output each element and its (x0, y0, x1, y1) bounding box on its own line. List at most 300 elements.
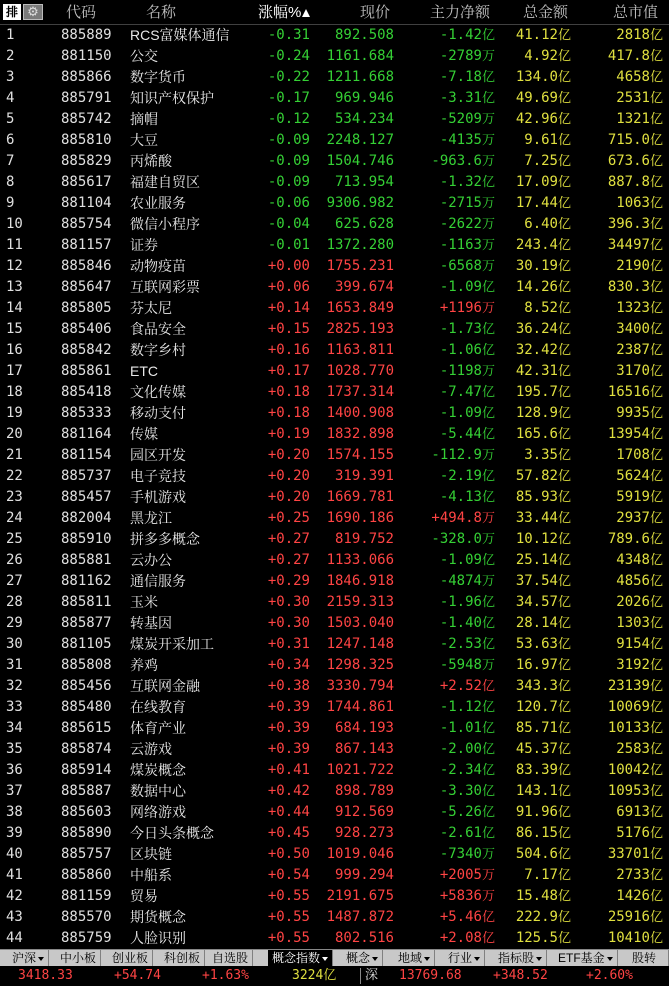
row-amount-unit: 亿 (557, 343, 571, 358)
row-cap-unit: 亿 (649, 91, 663, 106)
tab-5[interactable] (268, 950, 333, 966)
table-row[interactable] (0, 340, 669, 361)
row-flow (440, 844, 495, 865)
row-pct: +0.34 (267, 657, 310, 673)
row-cap-unit: 亿 (649, 511, 663, 526)
table-row[interactable] (0, 529, 669, 550)
row-flow-unit: 亿 (481, 637, 495, 652)
table-row[interactable] (0, 592, 669, 613)
row-flow-value: -1.09 (439, 552, 482, 568)
table-row[interactable] (0, 928, 669, 949)
row-cap (616, 67, 663, 88)
row-name: 数字货币 (130, 69, 186, 85)
row-price: 2825.193 (326, 321, 394, 337)
row-flow (440, 739, 495, 760)
row-price: 1690.186 (326, 510, 394, 526)
row-index: 31 (6, 657, 23, 673)
row-amount-unit: 亿 (557, 112, 571, 127)
row-amount (516, 361, 571, 382)
row-cap-unit: 亿 (649, 406, 663, 421)
row-flow-unit: 亿 (481, 322, 495, 337)
row-cap-value: 2937 (616, 510, 650, 526)
table-row[interactable] (0, 382, 669, 403)
row-pct: +0.39 (267, 699, 310, 715)
row-amount (524, 46, 571, 67)
row-flow-unit: 万 (481, 301, 495, 316)
row-price: 1653.849 (326, 300, 394, 316)
table-row[interactable] (0, 718, 669, 739)
row-amount (516, 550, 571, 571)
table-row[interactable] (0, 445, 669, 466)
row-name: 体育产业 (130, 720, 186, 736)
row-name: 摘帽 (130, 111, 158, 127)
row-flow-unit: 万 (481, 868, 495, 883)
row-pct: -0.17 (267, 90, 310, 106)
row-name: 公交 (130, 48, 158, 64)
row-price: 534.234 (334, 111, 394, 127)
row-flow-value: -1.09 (439, 405, 482, 421)
sort-button[interactable]: 排 (3, 4, 21, 20)
row-cap (616, 403, 663, 424)
row-pct: +0.20 (267, 489, 310, 505)
table-row[interactable] (0, 760, 669, 781)
row-name: 云游戏 (130, 741, 172, 757)
row-amount-unit: 亿 (557, 49, 571, 64)
table-row[interactable] (0, 739, 669, 760)
row-cap-value: 34497 (607, 237, 650, 253)
row-index: 5 (6, 111, 15, 127)
row-pct: -0.22 (267, 69, 310, 85)
tab-label: 地域 (398, 951, 423, 965)
row-amount (516, 466, 571, 487)
sh-index-value: 3418.33 (18, 968, 73, 983)
row-flow-unit: 亿 (481, 406, 495, 421)
row-amount-unit: 亿 (557, 847, 571, 862)
tab-label: ETF基金 (558, 951, 605, 965)
row-amount-unit: 亿 (557, 259, 571, 274)
row-cap-value: 1321 (616, 111, 650, 127)
row-amount-unit: 亿 (557, 322, 571, 337)
row-cap-value: 396.3 (607, 216, 650, 232)
tab-1[interactable] (56, 950, 101, 966)
row-cap (616, 298, 663, 319)
row-cap-unit: 亿 (649, 112, 663, 127)
row-code: 885456 (61, 678, 112, 694)
row-flow (440, 718, 495, 739)
row-cap-unit: 亿 (649, 784, 663, 799)
gear-icon: ⚙ (27, 4, 39, 19)
row-cap-unit: 亿 (649, 679, 663, 694)
row-flow (440, 340, 495, 361)
row-cap-unit: 亿 (649, 889, 663, 904)
row-name: 互联网金融 (130, 678, 200, 694)
header-pct[interactable] (258, 0, 310, 25)
row-cap-value: 789.6 (607, 531, 650, 547)
row-flow-unit: 万 (481, 259, 495, 274)
row-cap (608, 760, 663, 781)
row-amount-unit: 亿 (557, 385, 571, 400)
row-amount-value: 86.15 (515, 825, 558, 841)
row-name: 通信服务 (130, 573, 186, 589)
row-amount-value: 504.6 (515, 846, 558, 862)
table-row[interactable] (0, 277, 669, 298)
row-code: 885615 (61, 720, 112, 736)
table-row[interactable] (0, 886, 669, 907)
table-row[interactable] (0, 361, 669, 382)
row-cap (608, 277, 663, 298)
table-row[interactable] (0, 130, 669, 151)
row-amount-unit: 亿 (557, 658, 571, 673)
dropdown-arrow-icon (424, 957, 430, 961)
tab-label: 指标股 (498, 951, 535, 965)
row-flow-unit: 万 (481, 154, 495, 169)
row-cap-value: 2733 (616, 867, 650, 883)
row-amount-value: 42.96 (515, 111, 558, 127)
table-row[interactable] (0, 172, 669, 193)
row-name: 芬太尼 (130, 300, 172, 316)
row-cap-value: 9154 (616, 636, 650, 652)
row-price: 999.294 (334, 867, 394, 883)
tab-3[interactable] (160, 950, 205, 966)
row-amount-unit: 亿 (557, 217, 571, 232)
row-flow-unit: 亿 (481, 742, 495, 757)
table-row[interactable] (0, 550, 669, 571)
row-cap (616, 445, 663, 466)
row-flow (440, 676, 495, 697)
row-pct: +0.20 (267, 447, 310, 463)
row-amount-unit: 亿 (557, 574, 571, 589)
table-row[interactable] (0, 298, 669, 319)
row-flow-value: +2.08 (439, 930, 482, 946)
table-row[interactable] (0, 256, 669, 277)
table-row[interactable] (0, 88, 669, 109)
row-flow-value: -2.00 (439, 741, 482, 757)
table-row[interactable] (0, 151, 669, 172)
row-name: 数据中心 (130, 783, 186, 799)
row-cap (616, 655, 663, 676)
row-amount (516, 277, 571, 298)
row-cap-unit: 亿 (649, 490, 663, 505)
table-row[interactable] (0, 487, 669, 508)
row-flow-value: -7340 (439, 846, 482, 862)
row-cap-unit: 亿 (649, 595, 663, 610)
table-row[interactable] (0, 697, 669, 718)
row-name: 手机游戏 (130, 489, 186, 505)
tab-label: 创业板 (112, 951, 149, 965)
row-cap-value: 3192 (616, 657, 650, 673)
sh-index-change: +54.74 (114, 968, 161, 983)
row-amount-unit: 亿 (557, 763, 571, 778)
row-amount (516, 844, 571, 865)
row-flow-unit: 万 (481, 364, 495, 379)
row-amount-value: 83.39 (515, 762, 558, 778)
row-flow-value: -2.34 (439, 762, 482, 778)
row-amount-unit: 亿 (557, 91, 571, 106)
table-row[interactable] (0, 613, 669, 634)
row-pct: +0.42 (267, 783, 310, 799)
row-amount-value: 30.19 (515, 258, 558, 274)
row-name: 贸易 (130, 888, 158, 904)
row-cap-unit: 亿 (649, 364, 663, 379)
row-flow-unit: 亿 (481, 343, 495, 358)
row-cap-unit: 亿 (649, 910, 663, 925)
row-flow (440, 256, 495, 277)
row-name: 期货概念 (130, 909, 186, 925)
row-price: 1028.770 (326, 363, 394, 379)
row-cap-unit: 亿 (649, 721, 663, 736)
row-cap-value: 2531 (616, 90, 650, 106)
row-amount (516, 634, 571, 655)
row-pct: -0.09 (267, 132, 310, 148)
row-index: 1 (6, 27, 15, 43)
sh-volume: 3224亿 (292, 968, 337, 983)
row-pct: -0.24 (267, 48, 310, 64)
row-price: 3330.794 (326, 678, 394, 694)
row-cap (616, 340, 663, 361)
row-price: 1737.314 (326, 384, 394, 400)
row-flow-unit: 亿 (481, 805, 495, 820)
row-amount-value: 7.25 (524, 153, 558, 169)
table-row[interactable] (0, 46, 669, 67)
dropdown-arrow-icon (536, 957, 542, 961)
row-pct: -0.31 (267, 27, 310, 43)
row-code: 885754 (61, 216, 112, 232)
row-price: 819.752 (334, 531, 394, 547)
row-cap-unit: 亿 (649, 763, 663, 778)
row-cap-unit: 亿 (649, 931, 663, 946)
row-name: 园区开发 (130, 447, 186, 463)
row-amount (516, 235, 571, 256)
row-amount (516, 67, 571, 88)
row-amount-value: 222.9 (515, 909, 558, 925)
row-amount-unit: 亿 (557, 175, 571, 190)
row-pct: +0.25 (267, 510, 310, 526)
row-amount-unit: 亿 (557, 196, 571, 211)
row-amount-unit: 亿 (557, 679, 571, 694)
row-amount-unit: 亿 (557, 784, 571, 799)
row-code: 885757 (61, 846, 112, 862)
row-flow (440, 424, 495, 445)
table-row[interactable] (0, 823, 669, 844)
table-row[interactable] (0, 781, 669, 802)
row-flow-unit: 亿 (481, 91, 495, 106)
row-index: 22 (6, 468, 23, 484)
row-amount-value: 165.6 (515, 426, 558, 442)
row-amount-value: 10.12 (515, 531, 558, 547)
row-flow-value: +1196 (439, 300, 482, 316)
header-cap[interactable]: 总市值 (613, 4, 659, 21)
tab-label: 概念指数 (272, 951, 321, 965)
table-row[interactable] (0, 319, 669, 340)
table-row[interactable] (0, 676, 669, 697)
row-amount-value: 91.96 (515, 804, 558, 820)
tab-8[interactable] (444, 950, 485, 966)
row-index: 6 (6, 132, 15, 148)
table-row[interactable] (0, 25, 669, 46)
table-row[interactable] (0, 235, 669, 256)
row-flow-unit: 亿 (481, 931, 495, 946)
tab-7[interactable] (394, 950, 435, 966)
row-cap-value: 3400 (616, 321, 650, 337)
row-price: 1744.861 (326, 699, 394, 715)
table-row[interactable] (0, 424, 669, 445)
row-index: 20 (6, 426, 23, 442)
table-row[interactable] (0, 67, 669, 88)
row-amount (524, 214, 571, 235)
settings-button[interactable] (23, 4, 43, 20)
table-row[interactable] (0, 214, 669, 235)
tab-11[interactable] (628, 950, 669, 966)
row-index: 32 (6, 678, 23, 694)
row-flow-unit: 亿 (481, 721, 495, 736)
row-code: 885737 (61, 468, 112, 484)
tab-6[interactable] (342, 950, 383, 966)
row-cap-value: 4658 (616, 69, 650, 85)
row-cap (608, 235, 663, 256)
row-flow (440, 466, 495, 487)
row-cap-unit: 亿 (649, 238, 663, 253)
row-flow-unit: 亿 (481, 784, 495, 799)
row-code: 885881 (61, 552, 112, 568)
row-code: 881157 (61, 237, 112, 253)
row-flow-value: -3.30 (439, 783, 482, 799)
row-amount-unit: 亿 (557, 238, 571, 253)
tab-2[interactable] (108, 950, 153, 966)
table-row[interactable] (0, 655, 669, 676)
row-cap (616, 25, 663, 46)
tab-0[interactable] (8, 950, 49, 966)
row-code: 885406 (61, 321, 112, 337)
row-amount-unit: 亿 (557, 595, 571, 610)
row-cap (608, 529, 663, 550)
table-row[interactable] (0, 907, 669, 928)
row-cap (608, 130, 663, 151)
row-pct: +0.00 (267, 258, 310, 274)
table-row[interactable] (0, 403, 669, 424)
header-amount[interactable]: 总金额 (523, 4, 569, 21)
header-flow[interactable]: 主力净额 (430, 4, 491, 21)
row-index: 24 (6, 510, 23, 526)
row-amount (516, 823, 571, 844)
table-row[interactable] (0, 844, 669, 865)
row-amount (516, 487, 571, 508)
tab-9[interactable] (494, 950, 547, 966)
row-amount-unit: 亿 (557, 28, 571, 43)
row-pct: +0.18 (267, 405, 310, 421)
row-pct: +0.16 (267, 342, 310, 358)
row-flow (440, 25, 495, 46)
header-name[interactable]: 名称 (146, 4, 177, 21)
tab-4[interactable] (208, 950, 253, 966)
table-header (0, 0, 669, 25)
row-name: 文化传媒 (130, 384, 186, 400)
row-code: 885418 (61, 384, 112, 400)
header-code[interactable]: 代码 (66, 4, 97, 21)
dropdown-arrow-icon (38, 957, 44, 961)
table-row[interactable] (0, 634, 669, 655)
row-code: 881159 (61, 888, 112, 904)
row-cap-value: 1323 (616, 300, 650, 316)
table-row[interactable] (0, 571, 669, 592)
row-pct: +0.19 (267, 426, 310, 442)
row-flow-unit: 亿 (481, 826, 495, 841)
row-code: 885829 (61, 153, 112, 169)
row-amount (516, 109, 571, 130)
row-amount-value: 4.92 (524, 48, 558, 64)
row-flow (440, 592, 495, 613)
row-cap-value: 1708 (616, 447, 650, 463)
table-row[interactable] (0, 193, 669, 214)
row-pct: +0.50 (267, 846, 310, 862)
row-pct: +0.55 (267, 930, 310, 946)
row-pct: +0.29 (267, 573, 310, 589)
row-flow (440, 487, 495, 508)
row-index: 35 (6, 741, 23, 757)
row-amount (516, 760, 571, 781)
row-index: 33 (6, 699, 23, 715)
row-index: 26 (6, 552, 23, 568)
row-name: 养鸡 (130, 657, 158, 673)
row-cap-value: 10953 (607, 783, 650, 799)
table-row[interactable] (0, 802, 669, 823)
row-flow-unit: 万 (481, 847, 495, 862)
row-pct: +0.30 (267, 594, 310, 610)
row-index: 42 (6, 888, 23, 904)
row-code: 881105 (61, 636, 112, 652)
row-cap-value: 23139 (607, 678, 650, 694)
row-amount-unit: 亿 (557, 889, 571, 904)
row-cap (616, 109, 663, 130)
dropdown-arrow-icon (607, 957, 613, 961)
row-amount-value: 17.09 (515, 174, 558, 190)
row-cap-value: 16516 (607, 384, 650, 400)
table-row[interactable] (0, 466, 669, 487)
row-pct: -0.04 (267, 216, 310, 232)
row-amount (516, 382, 571, 403)
row-cap-unit: 亿 (649, 343, 663, 358)
row-cap-value: 417.8 (607, 48, 650, 64)
row-flow-unit: 亿 (481, 763, 495, 778)
row-price: 969.946 (334, 90, 394, 106)
row-flow (440, 655, 495, 676)
row-amount-value: 243.4 (515, 237, 558, 253)
row-amount (516, 655, 571, 676)
row-cap-unit: 亿 (649, 742, 663, 757)
row-code: 885910 (61, 531, 112, 547)
row-cap-unit: 亿 (649, 805, 663, 820)
row-cap-unit: 亿 (649, 700, 663, 715)
table-row[interactable] (0, 865, 669, 886)
table-row[interactable] (0, 508, 669, 529)
row-cap (616, 550, 663, 571)
row-cap (616, 571, 663, 592)
header-price[interactable]: 现价 (360, 4, 391, 21)
row-cap-unit: 亿 (649, 574, 663, 589)
row-code: 885866 (61, 69, 112, 85)
row-flow (440, 130, 495, 151)
row-flow-unit: 亿 (481, 385, 495, 400)
tab-label: 沪深 (12, 951, 37, 965)
row-amount-unit: 亿 (557, 826, 571, 841)
row-flow (440, 802, 495, 823)
row-cap-unit: 亿 (649, 658, 663, 673)
row-cap-unit: 亿 (649, 427, 663, 442)
table-row[interactable] (0, 109, 669, 130)
tab-10[interactable] (554, 950, 618, 966)
row-pct: +0.20 (267, 468, 310, 484)
row-amount-unit: 亿 (557, 910, 571, 925)
row-flow-unit: 亿 (481, 595, 495, 610)
